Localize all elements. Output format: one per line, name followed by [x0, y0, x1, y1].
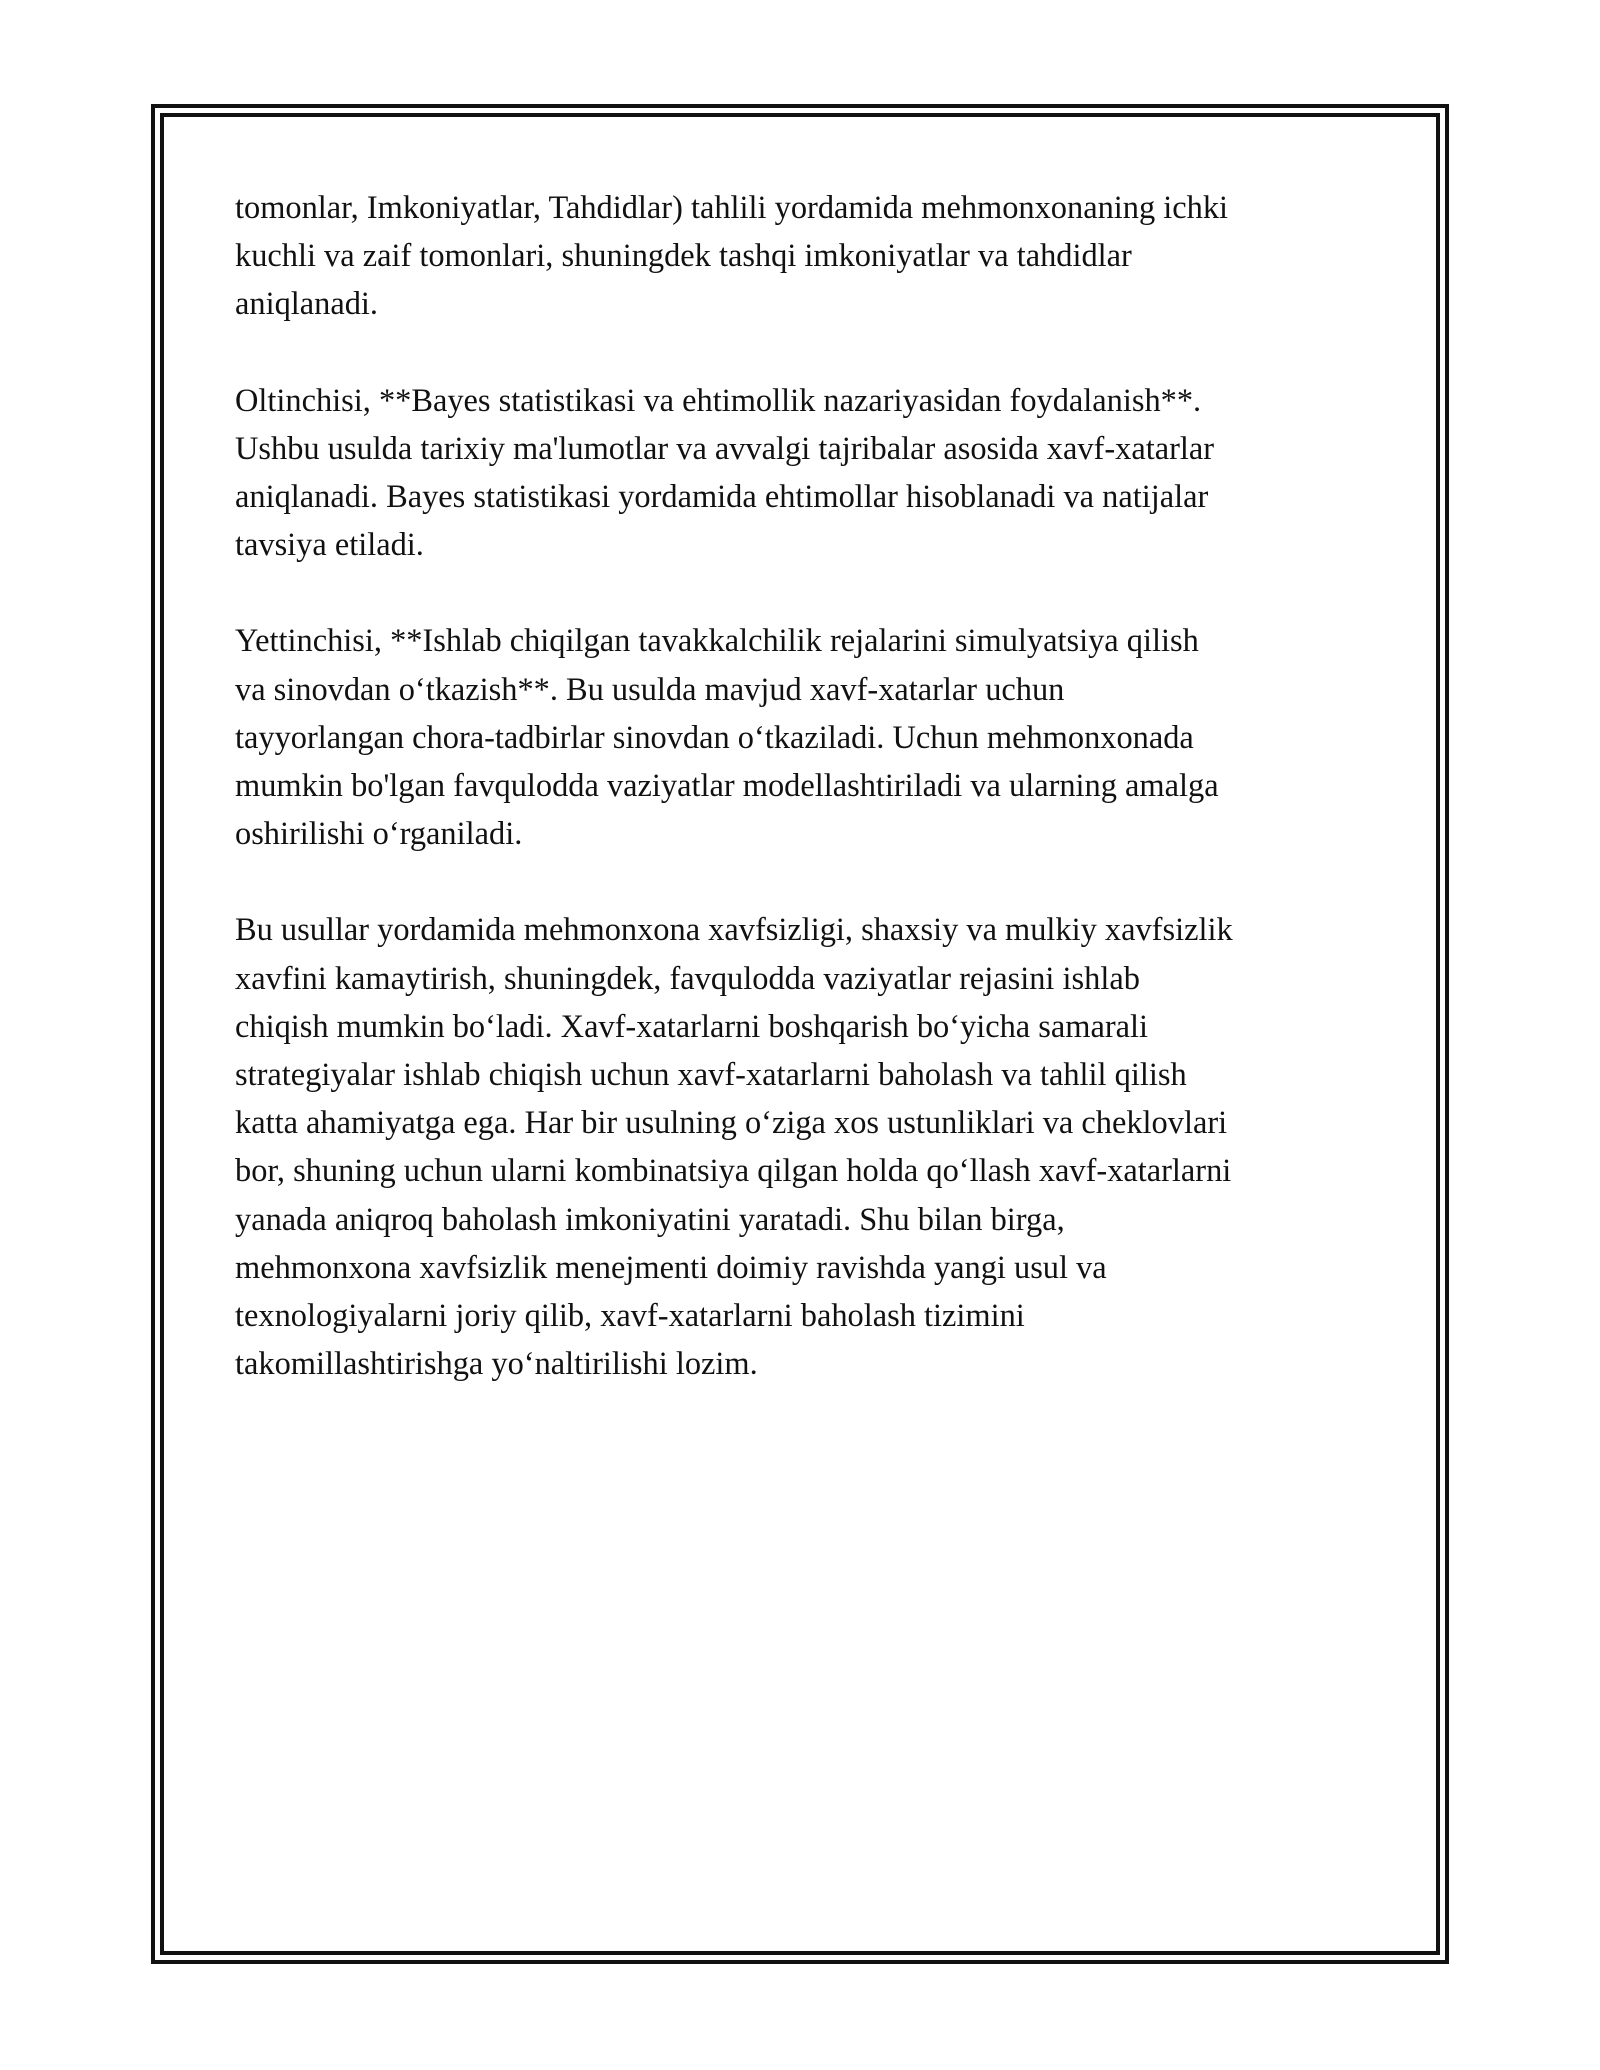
paragraph-swot-conclusion: tomonlar, Imkoniyatlar, Tahdidlar) tahlili yordamida mehmonxonaning ichki kuchli va zaif tomonlari, shuningdek tashqi imkoniyatlar va tahdidlar aniqlanadi.: [235, 190, 1229, 323]
paragraph-summary: Bu usullar yordamida mehmonxona xavfsizligi, shaxsiy va mulkiy xavfsizlik xavfini kamaytirish, shuningdek, favqulodda vaziyatlar rejasini ishlab chiqish mumkin bo‘ladi. Xavf-xatarlarni boshqarish bo‘yicha samarali strategiyalar ishlab chiqish uchun xavf-xatarlarni baholash va tahlil qilish katta ahamiyatga ega. Har bir usulning o‘ziga xos ustunliklari va cheklovlari bor, shuning uchun ularni kombinatsiya qilgan holda qo‘llash xavf-xatarlarni yanada aniqroq baholash imkoniyatini yaratadi. Shu bilan birga, mehmonxona xavfsizlik menejmenti doimiy ravishda yangi usul va texnologiyalarni joriy qilib, xavf-xatarlarni baholash tizimini takomillashtirishga yo‘naltirilishi lozim.: [235, 912, 1233, 1383]
paragraph-risk-plan-simulation: Yettinchisi, **Ishlab chiqilgan tavakkalchilik rejalarini simulyatsiya qilish va sinovdan o‘tkazish**. Bu usulda mavjud xavf-xatarlar uchun tayyorlangan chora-tadbirlar sinovdan o‘tkaziladi. Uchun mehmonxonada mumkin bo'lgan favqulodda vaziyatlar modellashtiriladi va ularning amalga oshirilishi o‘rganiladi.: [235, 623, 1219, 853]
paragraph-bayes-statistics: Oltinchisi, **Bayes statistikasi va ehtimollik nazariyasidan foydalanish**. Ushbu usulda tarixiy ma'lumotlar va avvalgi tajribalar asosida xavf-xatarlar aniqlanadi. Bayes statistikasi yordamida ehtimollar hisoblanadi va natijalar tavsiya etiladi.: [235, 382, 1215, 564]
document-body: [235, 184, 1375, 1436]
